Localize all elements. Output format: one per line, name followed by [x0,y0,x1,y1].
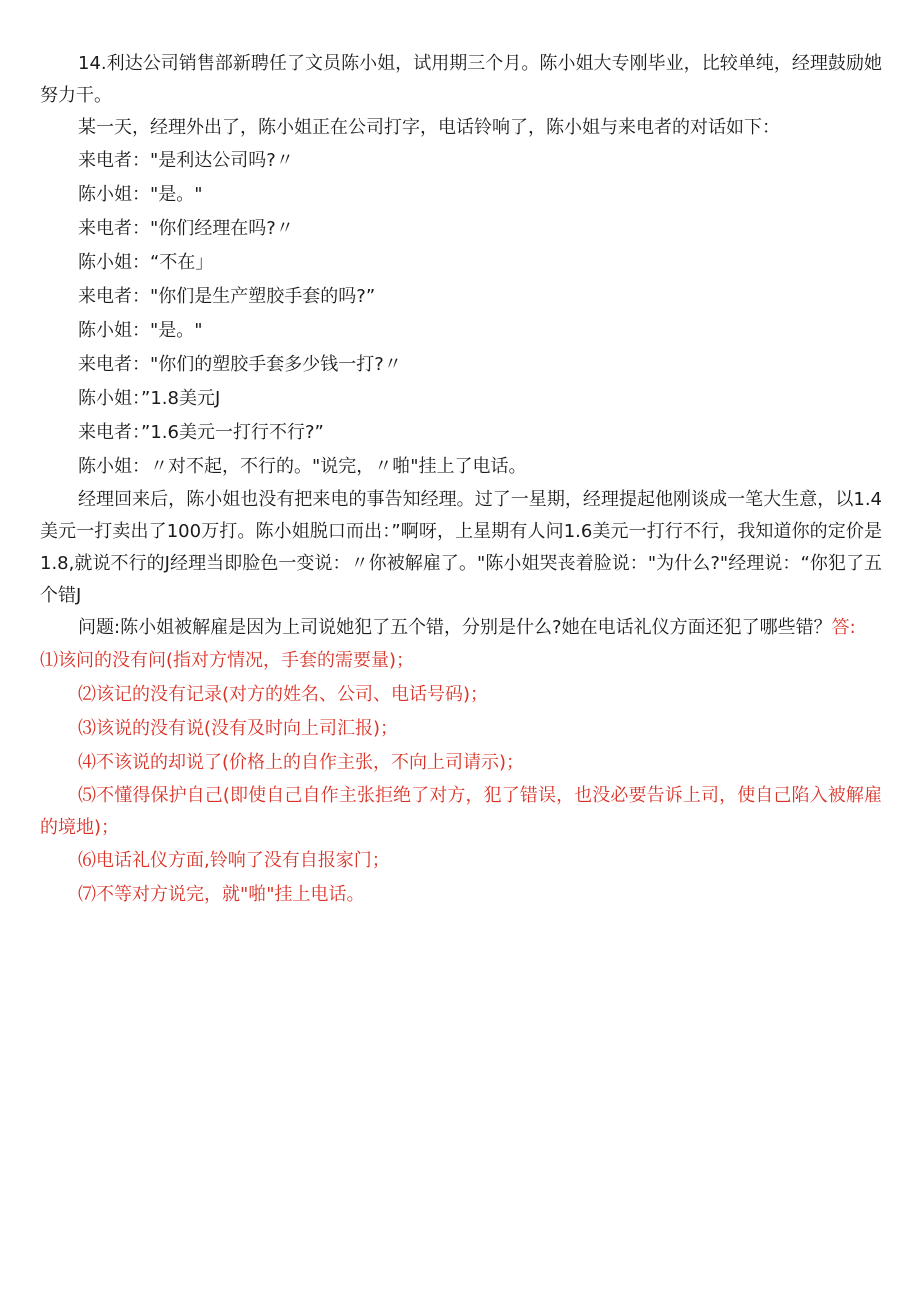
dialogue-line: 来电者："你们经理在吗?〃 [78,218,294,239]
question-text: 问题:陈小姐被解雇是因为上司说她犯了五个错，分别是什么?她在电话礼仪方面还犯了哪些错？ [78,617,832,638]
dialogue-line: 来电者："你们的塑胶手套多少钱一打?〃 [78,354,402,375]
question-paragraph [40,612,882,644]
dialogue-line: 陈小姐："是。" [78,184,203,205]
case-outcome: 经理回来后，陈小姐也没有把来电的事告知经理。过了一星期，经理提起他刚谈成一笔大生意，以1.4美元一打卖出了100万打。陈小姐脱口而出：”啊呀，上星期有人问1.6美元一打行不行，我知道你的定价是1.8,就说不行的J经理当即脸色一变说：〃你被解雇了。"陈小姐哭丧着脸说："为什么?"经理说：“你犯了五个错J [40,489,882,606]
answer-item: ⑹电话礼仪方面,铃响了没有自报家门； [78,850,390,871]
document-page [40,48,882,912]
dialogue-line: 来电者："你们是生产塑胶手套的吗?” [78,286,376,307]
answer-item: ⑺不等对方说完，就"啪"挂上电话。 [78,884,365,905]
answer-item: ⑸不懂得保护自己(即使自己自作主张拒绝了对方，犯了错误，也没必要告诉上司，使自己陷入被解雇的境地)； [40,785,882,838]
case-scene: 某一天，经理外出了，陈小姐正在公司打字，电话铃响了，陈小姐与来电者的对话如下： [78,117,780,138]
dialogue-line: 来电者：”1.6美元一打行不行?” [78,422,324,443]
answer-item: ⑷不该说的却说了(价格上的自作主张，不向上司请示)； [78,752,525,773]
answer-list [40,644,882,912]
dialogue-line: 陈小姐："是。" [78,320,203,341]
answer-label: 答: [831,617,856,638]
case-intro: 14.利达公司销售部新聘任了文员陈小姐，试用期三个月。陈小姐大专刚毕业，比较单纯，经理鼓励她努力干。 [40,53,882,106]
dialogue-line: 来电者："是利达公司吗?〃 [78,150,294,171]
dialogue-line: 陈小姐：“不在」 [78,252,214,273]
answer-item: ⑶该说的没有说(没有及时向上司汇报)； [78,718,399,739]
answer-item: ⑴该问的没有问(指对方情况，手套的需要量)； [40,650,415,671]
answer-item: ⑵该记的没有记录(对方的姓名、公司、电话号码)； [78,684,489,705]
dialogue-block [40,144,882,484]
dialogue-line: 陈小姐：”1.8美元J [78,388,221,409]
dialogue-line: 陈小姐：〃对不起，不行的。"说完，〃啪"挂上了电话。 [78,456,527,477]
